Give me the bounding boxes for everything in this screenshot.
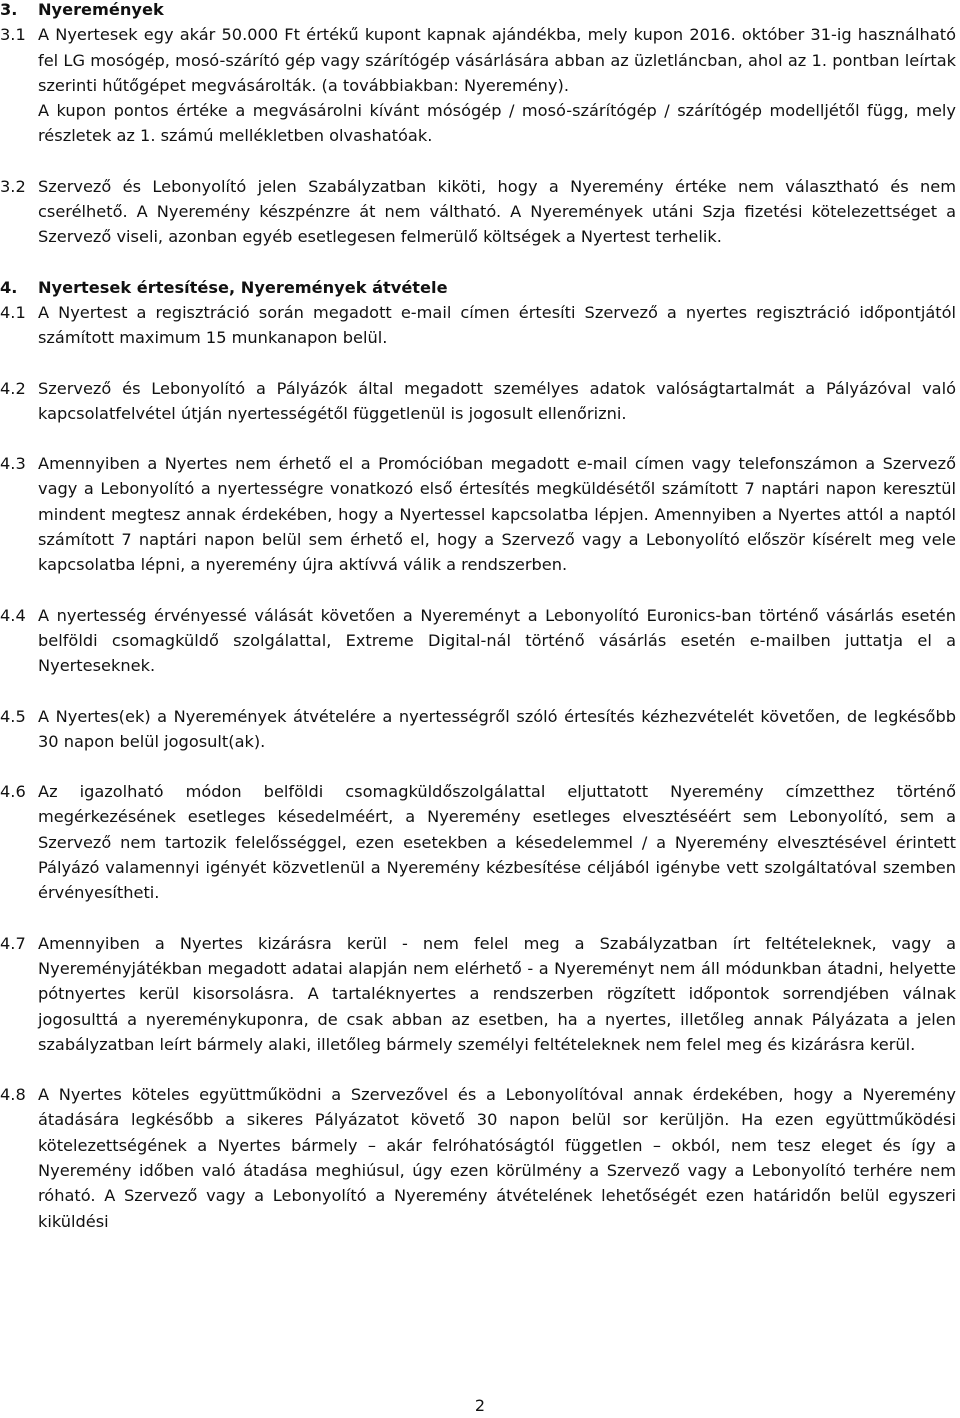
paragraph-4-4 (0, 603, 956, 679)
paragraph-text: Szervező és Lebonyolító a Pályázók által megadott személyes adatok valóságtartalmát a Pályázóval való kapcsolatfelvétel útján nyertességétől függetlenül is jogosult ellenőrizni. (38, 378, 956, 423)
paragraph-number: 4.1 (0, 302, 26, 322)
paragraph-text: Amennyiben a Nyertes nem érhető el a Promócióban megadott e-mail címen vagy telefonszámon a Szervező vagy a Lebonyolító a nyertességre vonatkozó első értesítés megküldésétől számított 7 naptári napon keresztül mindent megtesz annak érdekében, hogy a Nyertessel kapcsolatba lépjen. Amennyiben a Nyertes attól a naptól számított 7 naptári napon belül sem érhető el, hogy a Szervező vagy a Lebonyolító először kísérelt meg vele kapcsolatba lépni, a nyeremény újra aktívvá válik a rendszerben. (38, 454, 956, 575)
paragraph-4-2 (0, 376, 956, 427)
paragraph-text: A Nyertest a regisztráció során megadott e-mail címen értesíti Szervező a nyertes regisztráció időpontjától számított maximum 15 munkanapon belül. (38, 302, 956, 348)
paragraph-text: Szervező és Lebonyolító jelen Szabályzatban kiköti, hogy a Nyeremény értéke nem választható és nem cserélhető. A Nyeremény készpénzre át nem váltható. A Nyeremények utáni Szja fizetési kötelezettséget a Szervező viseli, azonban egyéb esetlegesen felmerülő költségek a Nyertest terhelik. (38, 176, 956, 247)
paragraph-4-3 (0, 451, 956, 577)
paragraph-text: A Nyertes(ek) a Nyeremények átvételére a nyertességről szóló értesítés kézhezvételét követően, de legkésőbb 30 napon belül jogosult(ak). (38, 706, 956, 751)
paragraph-body (38, 22, 956, 148)
paragraph-4-6 (0, 779, 956, 905)
paragraph-text: Amennyiben a Nyertes kizárásra kerül - nem felel meg a Szabályzatban írt feltételeknek, vagy a Nyereményjátékban megadott adatai alapján nem elérhető - a Nyereményt nem áll módunkban átadni, helyette pótnyertes kerül kisorsolásra. A tartaléknyertes a rendszerben rögzített időpontok sorrendjében válnak jogosulttá a nyereménykuponra, de csak abban az esetben, ha a nyertes, illetőleg annak Pályázata a jelen szabályzatban leírt bármely alaki, illetőleg bármely személyi feltételeknek nem felel meg és kizárásra kerül. (38, 933, 956, 1054)
paragraph-number: 4.6 (0, 782, 26, 802)
paragraph-number: 4.3 (0, 454, 26, 474)
section-3-heading (0, 0, 956, 22)
section-number: 3. (0, 0, 18, 19)
paragraph-text: Az igazolható módon belföldi csomagküldőszolgálattal eljuttatott Nyeremény címzetthez történő megérkezésének esetleges késedelméért, a Nyeremény esetleges elvesztéséért sem Lebonyolító, sem a Szervező nem tartozik felelősséggel, ezen esetekben a késedelemmel / a Nyeremény elvesztésével érintett Pályázó valamennyi igényét közvetlenül a Nyeremény kézbesítése céljából igénybe vett szolgáltatóval szemben érvényesítheti. (38, 782, 956, 903)
paragraph-number: 4.7 (0, 933, 26, 953)
paragraph-text: A Nyertesek egy akár 50.000 Ft értékű kupont kapnak ajándékba, mely kupon 2016. október 31-ig használható fel LG mosógép, mosó-szárító gép vagy szárítógép vásárlására abban az üzletláncban, ahol az 1. pontban leírtak szerinti hűtőgépet megvásárolták. (a továbbiakban: Nyeremény). (38, 25, 956, 95)
paragraph-number: 3.1 (0, 25, 26, 45)
section-title: Nyeremények (38, 0, 164, 19)
paragraph-text: A nyertesség érvényessé válását követően a Nyereményt a Lebonyolító Euronics-ban történő vásárlás esetén belföldi csomagküldő szolgálattal, Extreme Digital-nál történő vásárlás esetén e-mailben juttatja el a Nyerteseknek. (38, 605, 956, 676)
paragraph-number: 4.5 (0, 706, 26, 726)
paragraph-4-5 (0, 704, 956, 755)
paragraph-4-8 (0, 1082, 956, 1234)
paragraph-number: 4.8 (0, 1085, 26, 1105)
paragraph-4-1 (0, 300, 956, 351)
paragraph-text: A Nyertes köteles együttműködni a Szervezővel és a Lebonyolítóval annak érdekében, hogy a Nyeremény átadására legkésőbb a sikeres Pályázatot követő 30 napon belül sor kerüljön. Ha ezen együttműködési kötelezettségének a Nyertes bármely – akár felróhatóságtól független – okból, nem tesz eleget és így a Nyeremény időben való átadása meghiúsul, úgy ezen körülmény a Szervező vagy a Lebonyolító terhére nem róható. A Szervező vagy a Lebonyolító a Nyeremény átvételének lehetőségét ezen határidőn belül egyszeri kiküldési (38, 1085, 956, 1231)
section-number: 4. (0, 277, 18, 297)
paragraph-number: 3.2 (0, 176, 26, 196)
page-number: 2 (474, 1396, 486, 1415)
section-title: Nyertesek értesítése, Nyeremények átvétele (38, 277, 448, 297)
paragraph-3-1 (0, 22, 956, 148)
section-4-heading (0, 275, 956, 300)
paragraph-text: A kupon pontos értéke a megvásárolni kívánt mósógép / mosó-szárítógép / szárítógép modelljétől függ, mely részletek az 1. számú mellékletben olvashatóak. (38, 101, 956, 146)
paragraph-number: 4.2 (0, 378, 26, 398)
paragraph-4-7 (0, 931, 956, 1057)
paragraph-3-2 (0, 174, 956, 250)
paragraph-number: 4.4 (0, 605, 26, 625)
